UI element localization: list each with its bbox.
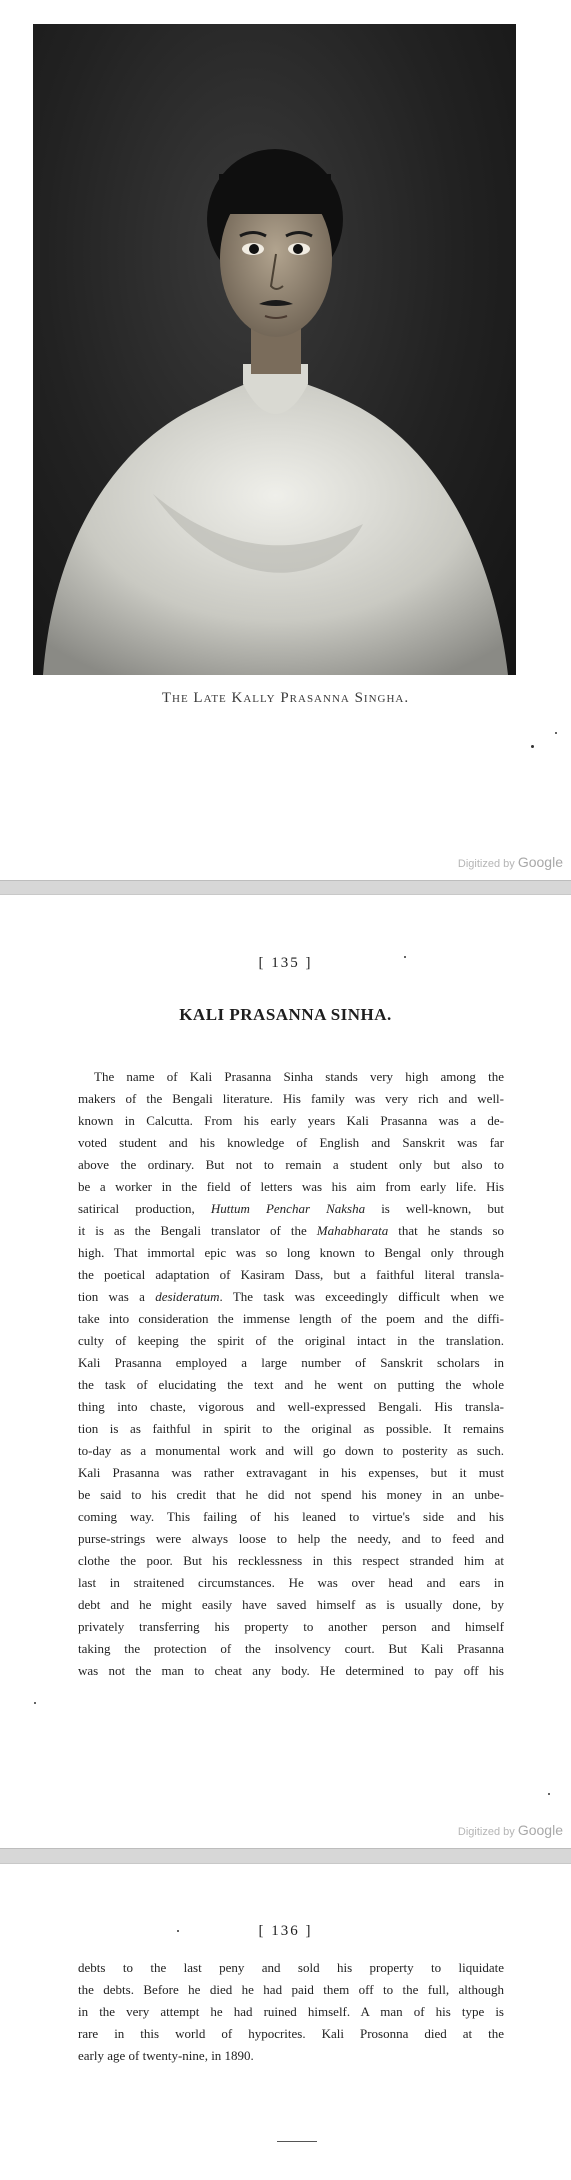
body-line: be a worker in the field of letters was his aim from early life. His <box>78 1179 504 1194</box>
body-line: Kali Prasanna employed a large number of Sanskrit scholars in <box>78 1355 504 1370</box>
body-line: was not the man to cheat any body. He determined to pay off his <box>78 1663 504 1678</box>
page-number: [ 135 ] <box>258 955 313 971</box>
portrait-illustration <box>33 24 516 675</box>
body-line: tion was a desideratum. The task was exceedingly difficult when we <box>78 1289 504 1304</box>
watermark-prefix: Digitized by <box>457 858 515 870</box>
body-line: to-day as a monumental work and will go down to posterity as such. <box>78 1443 504 1458</box>
scan-speck <box>531 745 534 748</box>
body-line: high. That immortal epic was so long known to Bengal only through <box>78 1245 504 1260</box>
scan-speck <box>548 1793 550 1795</box>
body-line: rare in this world of hypocrites. Kali Prosonna died at the <box>78 2026 504 2041</box>
body-line: culty of keeping the spirit of the original intact in the translation. <box>78 1333 504 1348</box>
body-line: it is as the Bengali translator of the Mahabharata that he stands so <box>78 1223 504 1238</box>
italic-title: Mahabharata <box>316 1223 389 1238</box>
scan-page-portrait <box>0 0 571 880</box>
body-line: the debts. Before he died he had paid them off to the full, although <box>78 1982 504 1997</box>
body-line: coming way. This failing of his leaned to virtue's side and his <box>78 1509 504 1524</box>
watermark-brand: Google <box>517 1822 563 1838</box>
scan-speck <box>177 1930 179 1932</box>
body-line: be said to his credit that he did not spend his money in an unbe- <box>78 1487 504 1502</box>
body-line: tion is as faithful in spirit to the original as possible. It remains <box>78 1421 504 1436</box>
body-line: taking the protection of the insolvency court. But Kali Prasanna <box>78 1641 504 1656</box>
scan-speck <box>555 732 557 734</box>
italic-title: Huttum Penchar Naksha <box>210 1201 366 1216</box>
body-line: makers of the Bengali literature. His family was very rich and well- <box>78 1091 504 1106</box>
end-rule <box>277 2141 317 2142</box>
body-line: debt and he might easily have saved himself as is usually done, by <box>78 1597 504 1612</box>
body-line: thing into chaste, vigorous and well-expressed Bengali. His transla- <box>78 1399 504 1414</box>
body-line: clothe the poor. But his recklessness in this respect stranded him at <box>78 1553 504 1568</box>
body-line: the task of elucidating the text and he went on putting the whole <box>78 1377 504 1392</box>
body-line: Kali Prasanna was rather extravagant in his expenses, but it must <box>78 1465 504 1480</box>
italic-title: desideratum <box>155 1289 220 1304</box>
body-line: purse-strings were always loose to help the needy, and to feed and <box>78 1531 504 1546</box>
digitized-by-google-watermark <box>458 1822 563 1838</box>
portrait-image <box>33 24 516 675</box>
scan-speck <box>404 956 406 958</box>
portrait-caption: The Late Kally Prasanna Singha. <box>161 690 410 706</box>
watermark-prefix: Digitized by <box>457 1826 515 1838</box>
body-line: above the ordinary. But not to remain a student only but also to <box>78 1157 504 1172</box>
body-line: The name of Kali Prasanna Sinha stands very high among the <box>94 1069 504 1084</box>
page-separator <box>0 880 571 895</box>
body-line: early age of twenty-nine, in 1890. <box>78 2048 254 2063</box>
body-line: the poetical adaptation of Kasiram Dass, but a faithful literal transla- <box>78 1267 504 1282</box>
body-line: satirical production, Huttum Penchar Naksha is well-known, but <box>78 1201 504 1216</box>
body-line: voted student and his knowledge of English and Sanskrit was far <box>78 1135 504 1150</box>
watermark-brand: Google <box>517 854 563 870</box>
body-line: privately transferring his property to another person and himself <box>78 1619 504 1634</box>
body-line: in the very attempt he had ruined himself. A man of his type is <box>78 2004 504 2019</box>
page-number: [ 136 ] <box>258 1923 313 1939</box>
article-heading: KALI PRASANNA SINHA. <box>179 1005 392 1024</box>
body-line: take into consideration the immense length of the poem and the diffi- <box>78 1311 504 1326</box>
scan-speck <box>34 1702 36 1704</box>
page-separator <box>0 1848 571 1864</box>
body-line: last in straitened circumstances. He was over head and ears in <box>78 1575 504 1590</box>
body-line: known in Calcutta. From his early years Kali Prasanna was a de- <box>78 1113 504 1128</box>
body-line: debts to the last peny and sold his property to liquidate <box>78 1960 504 1975</box>
digitized-by-google-watermark <box>458 854 563 870</box>
